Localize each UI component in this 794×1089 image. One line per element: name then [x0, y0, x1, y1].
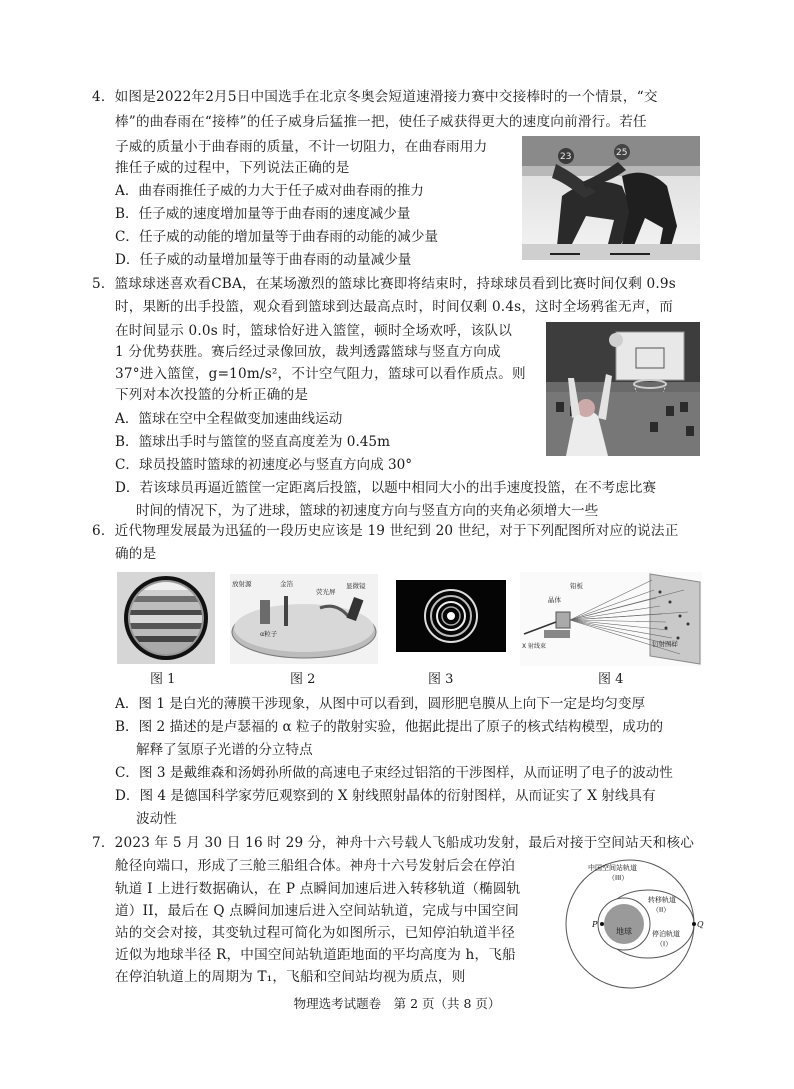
q4-line3: 子威的质量小于曲春雨的质量，不计一切阻力，在曲春雨用力 [115, 139, 488, 155]
q4-option-c: C．任子威的动能的增加量等于曲春雨的动能的减少量 [115, 229, 439, 245]
q7-line3: 轨道 I 上进行数据确认，在 P 点瞬间加速后进入转移轨道（椭圆轨 [115, 881, 521, 897]
q7-line5: 站的交会对接，其变轨过程可简化为如图所示，已知停泊轨道半径 [115, 925, 516, 941]
station-orbit-label: 中国空间站轨道 [588, 864, 637, 872]
q6-option-d-line1: D．图 4 是德国科学家劳厄观察到的 X 射线照射晶体的衍射图样，从而证实了 X 射线具有 [115, 788, 656, 804]
fig2-label-foil: 金箔 [280, 580, 293, 588]
figure3-electron-diffraction [396, 580, 506, 652]
basketball-photo [546, 322, 700, 456]
q6-option-b-line1: B．图 2 描述的是卢瑟福的 α 粒子的散射实验，他据此提出了原子的核式结构模型，成功的 [115, 719, 664, 735]
q5-option-c: C．球员投篮时篮球的初速度必与竖直方向成 30° [115, 457, 413, 473]
parking-orbit-numeral: （I） [656, 940, 673, 948]
q5-line6: 下列对本次投篮的分析正确的是 [115, 387, 309, 403]
q5-option-d-line2: 时间的情况下，为了进球，篮球的初速度方向与竖直方向的夹角必须增大一些 [136, 503, 599, 519]
orbit-diagram [560, 854, 710, 994]
q5-line1: 5．篮球球迷喜欢看CBA，在某场激烈的篮球比赛即将结束时，持球球员看到比赛时间仅剩 0.9s [92, 276, 676, 292]
q5-line3: 在时间显示 0.0s 时，篮球恰好进入篮筐，顿时全场欢呼，该队以 [115, 323, 513, 339]
earth-label: 地球 [616, 927, 632, 936]
fig4-label-beam: X 射线束 [522, 643, 547, 650]
parking-orbit-label: 停泊轨道 [652, 930, 680, 938]
point-q-label: Q [697, 920, 704, 929]
q4-line4: 推任子威的过程中，下列说法正确的是 [115, 160, 350, 176]
station-orbit-numeral: （III） [608, 874, 629, 882]
speed-skating-photo [522, 136, 700, 260]
figure4-caption: 图 4 [598, 672, 624, 687]
q5-option-a: A．篮球在空中全程做变加速曲线运动 [115, 411, 343, 427]
figure1-soap-film [117, 572, 215, 664]
figure2-caption: 图 2 [290, 672, 316, 687]
figure3-caption: 图 3 [428, 672, 454, 687]
q4-line1: 4．如图是2022年2月5日中国选手在北京冬奥会短道速滑接力赛中交接棒时的一个情景，“交 [92, 89, 658, 105]
q7-line1: 7．2023 年 5 月 30 日 16 时 29 分，神舟十六号载人飞船成功发射，最后对接于空间站天和核心 [92, 835, 695, 851]
q6-option-d-line2: 波动性 [136, 811, 177, 827]
q4-line2: 棒”的曲春雨在“接棒”的任子威身后猛推一把，使任子威获得更大的速度向前滑行。若任 [115, 114, 647, 130]
fig2-label-source: 放射源 [232, 580, 252, 588]
fig4-label-crystal: 晶体 [548, 596, 561, 604]
q7-line7: 在停泊轨道上的周期为 T₁，飞船和空间站均视为质点，则 [115, 969, 466, 985]
figure2-alpha-scattering [230, 574, 378, 664]
figure4-xray-diffraction [520, 572, 702, 666]
transfer-orbit-numeral: （II） [652, 906, 671, 914]
figure1-caption: 图 1 [150, 672, 176, 687]
skater-number-25: 25 [616, 148, 628, 158]
skater-number-23: 23 [560, 152, 572, 162]
q4-option-b: B．任子威的速度增加量等于曲春雨的速度减少量 [115, 206, 411, 222]
q5-option-b: B．篮球出手时与篮筐的竖直高度差为 0.45m [115, 434, 390, 450]
transfer-orbit-label: 转移轨道 [648, 896, 676, 904]
q6-option-b-line2: 解释了氢原子光谱的分立特点 [136, 742, 313, 758]
fig4-label-lead: 铅板 [570, 582, 583, 590]
q7-line2: 舱径向端口，形成了三舱三船组合体。神舟十六号发射后会在停泊 [115, 858, 516, 874]
fig2-label-alpha: α粒子 [260, 630, 278, 638]
q4-option-a: A．曲春雨推任子威的力大于任子威对曲春雨的推力 [115, 183, 424, 199]
q5-line4: 1 分优势获胜。赛后经过录像回放，裁判透露篮球与竖直方向成 [115, 344, 501, 360]
q6-option-a: A．图 1 是白光的薄膜干涉现象，从图中可以看到，圆形肥皂膜从上向下一定是均匀变厚 [115, 696, 646, 712]
q7-line6: 近似为地球半径 R，中国空间站轨道距地面的平均高度为 h，飞船 [115, 947, 516, 963]
fig2-label-microscope: 显微镜 [346, 582, 366, 590]
q6-line1: 6．近代物理发展最为迅猛的一段历史应该是 19 世纪到 20 世纪，对于下列配图所对应的说法正 [92, 523, 679, 539]
page-footer: 物理选考试题卷 第 2 页（共 8 页） [293, 996, 501, 1011]
point-p-label: P [592, 920, 598, 929]
q7-line4: 道）II，最后在 Q 点瞬间加速后进入空间站轨道，完成与中国空间 [115, 903, 519, 919]
q6-option-c: C．图 3 是戴维森和汤姆孙所做的高速电子束经过铝箔的干涉图样，从而证明了电子的波动性 [115, 765, 673, 781]
q6-line2: 确的是 [115, 546, 157, 562]
q4-option-d: D．任子威的动量增加量等于曲春雨的动量减少量 [115, 252, 412, 268]
q5-line5: 37°进入篮筐，g=10m/s²，不计空气阻力，篮球可以看作质点。则 [115, 366, 526, 382]
fig2-label-screen: 荧光屏 [316, 588, 336, 596]
q5-line2: 时，果断的出手投篮，观众看到篮球到达最高点时，时间仅剩 0.4s，这时全场鸦雀无声，而 [115, 299, 674, 315]
fig4-label-pattern: 衍射图样 [652, 640, 678, 648]
q5-option-d-line1: D．若该球员再逼近篮筐一定距离后投篮，以题中相同大小的出手速度投篮，在不考虑比赛 [115, 480, 657, 496]
